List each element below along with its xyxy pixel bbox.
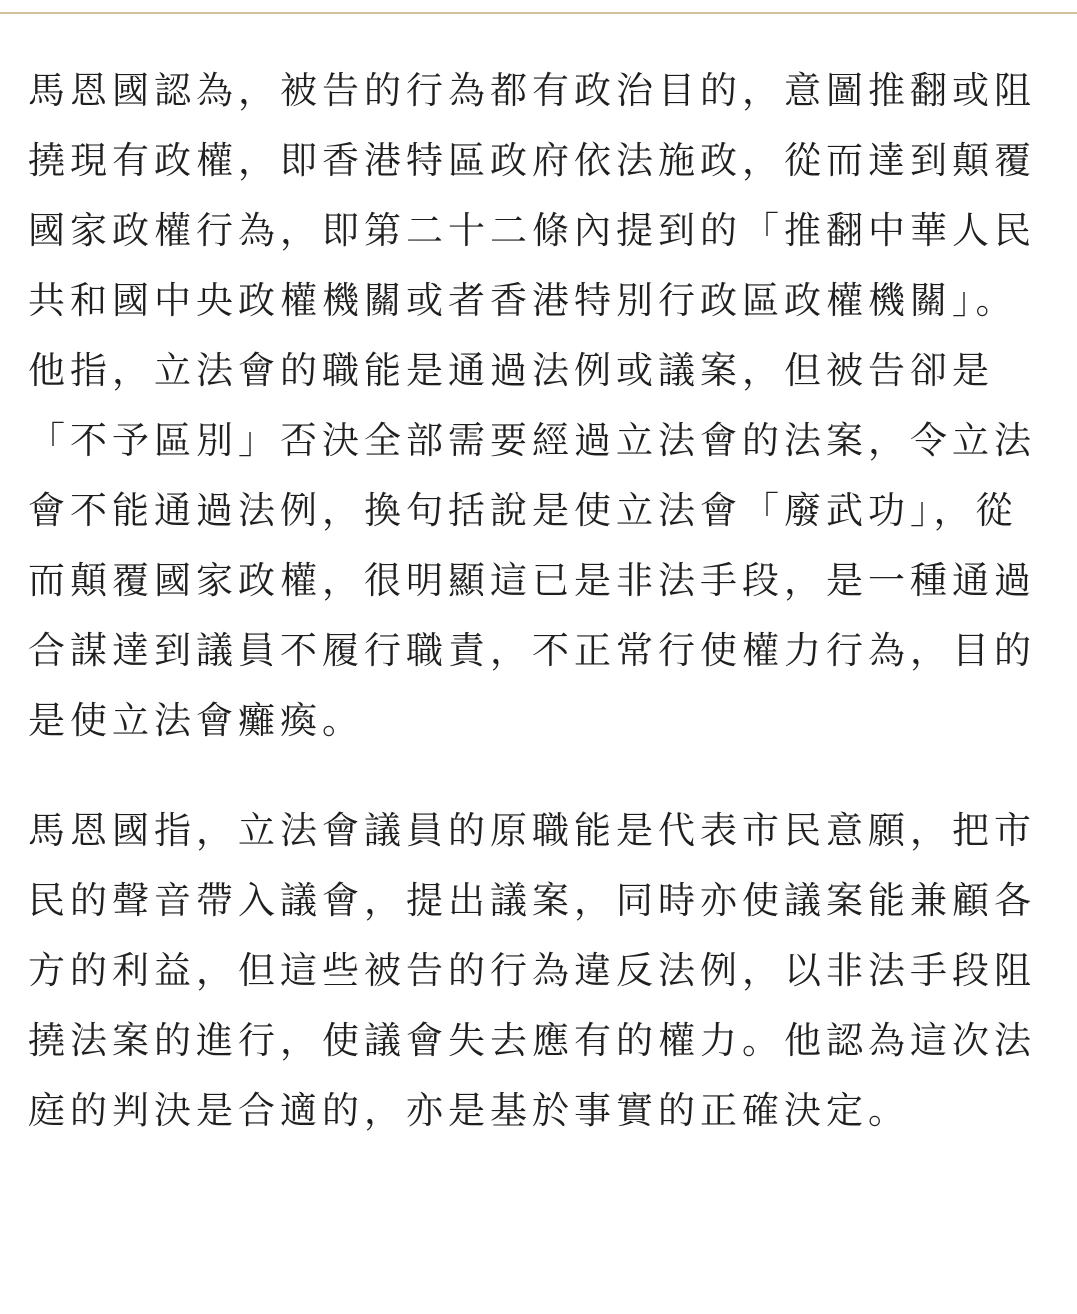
top-divider — [0, 0, 1077, 14]
article-paragraph-2: 馬恩國指，立法會議員的原職能是代表市民意願，把市民的聲音帶入議會，提出議案，同時亦使議案能兼顧各方的利益，但這些被告的行為違反法例，以非法手段阻撓法案的進行，使議會失去應有的權力。他認為這次法庭的判決是合適的，亦是基於事實的正確決定。 — [28, 809, 1036, 1132]
article-paragraph-1: 馬恩國認為，被告的行為都有政治目的，意圖推翻或阻撓現有政權，即香港特區政府依法施政，從而達到顛覆國家政權行為，即第二十二條內提到的「推翻中華人民共和國中央政權機關或者香港特別行政區政權機關」。他指，立法會的職能是通過法例或議案，但被告卻是「不予區別」否決全部需要經過立法會的法案，令立法會不能通過法例，換句括說是使立法會「廢武功」，從而顛覆國家政權，很明顯這已是非法手段，是一種通過合謀達到議員不履行職責，不正常行使權力行為，目的是使立法會癱瘓。 — [28, 69, 1036, 742]
article-body — [28, 56, 1038, 1146]
